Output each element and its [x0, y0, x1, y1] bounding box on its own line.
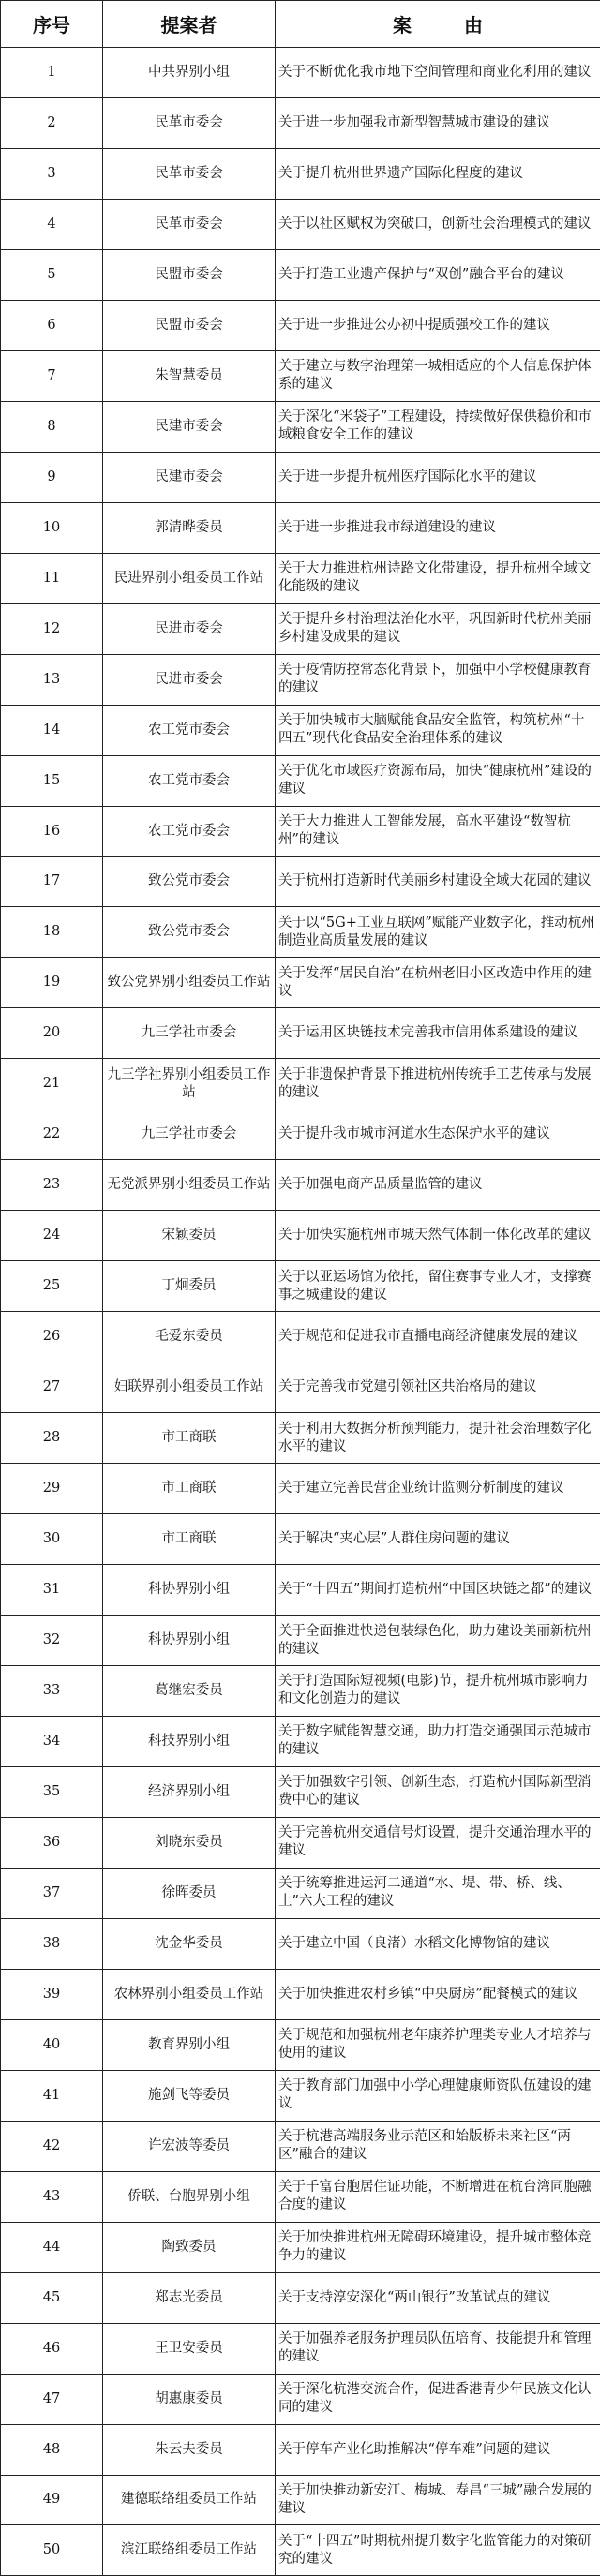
row-proposer: 葛继宏委员 [103, 1666, 276, 1717]
row-reason: 关于打造国际短视频(电影)节，提升杭州城市影响力和文化创造力的建议 [276, 1666, 600, 1717]
row-proposer: 民盟市委会 [103, 249, 276, 300]
table-row [1, 452, 600, 502]
row-number: 28 [1, 1413, 103, 1464]
row-number: 29 [1, 1464, 103, 1514]
table-row [1, 1464, 600, 1514]
table-row [1, 856, 600, 907]
table-row [1, 1059, 600, 1109]
row-proposer: 致公党界别小组委员工作站 [103, 958, 276, 1008]
table-row [1, 705, 600, 755]
header-proposer: 提案者 [103, 1, 276, 48]
row-number: 26 [1, 1312, 103, 1362]
row-proposer: 农工党市委会 [103, 806, 276, 856]
row-reason: 关于“十四五”期间打造杭州“中国区块链之都”的建议 [276, 1565, 600, 1616]
table-row [1, 907, 600, 958]
row-number: 47 [1, 2374, 103, 2424]
table-row [1, 1312, 600, 1362]
row-number: 49 [1, 2475, 103, 2525]
table-row [1, 2222, 600, 2272]
row-number: 18 [1, 907, 103, 958]
row-proposer: 致公党市委会 [103, 907, 276, 958]
row-reason: 关于进一步提升杭州医疗国际化水平的建议 [276, 452, 600, 502]
row-proposer: 民进市委会 [103, 654, 276, 705]
table-row [1, 1716, 600, 1766]
row-proposer: 科协界别小组 [103, 1616, 276, 1666]
row-reason: 关于打造工业遗产保护与“双创”融合平台的建议 [276, 249, 600, 300]
table-row [1, 1261, 600, 1312]
row-number: 14 [1, 705, 103, 755]
row-reason: 关于规范和加强杭州老年康养护理类专业人才培养与使用的建议 [276, 2019, 600, 2070]
row-proposer: 建德联络组委员工作站 [103, 2475, 276, 2525]
row-number: 1 [1, 48, 103, 98]
table-body [1, 48, 600, 2576]
row-number: 7 [1, 350, 103, 401]
row-number: 23 [1, 1160, 103, 1211]
row-number: 16 [1, 806, 103, 856]
table-row [1, 2525, 600, 2576]
row-proposer: 毛爱东委员 [103, 1312, 276, 1362]
table-row [1, 755, 600, 806]
row-number: 43 [1, 2171, 103, 2222]
row-reason: 关于发挥“居民自治”在杭州老旧小区改造中作用的建议 [276, 958, 600, 1008]
row-reason: 关于深化“米袋子”工程建设，持续做好保供稳价和市域粮食安全工作的建议 [276, 401, 600, 452]
row-number: 31 [1, 1565, 103, 1616]
row-proposer: 民盟市委会 [103, 300, 276, 350]
row-reason: 关于统筹推进运河二通道“水、堤、带、桥、线、土”六大工程的建议 [276, 1868, 600, 1918]
row-proposer: 民建市委会 [103, 401, 276, 452]
row-reason: 关于以社区赋权为突破口，创新社会治理模式的建议 [276, 199, 600, 249]
row-proposer: 经济界别小组 [103, 1766, 276, 1817]
row-proposer: 妇联界别小组委员工作站 [103, 1362, 276, 1413]
row-number: 15 [1, 755, 103, 806]
row-reason: 关于以“5G+工业互联网”赋能产业数字化，推动杭州制造业高质量发展的建议 [276, 907, 600, 958]
table-row [1, 2323, 600, 2374]
row-proposer: 郭清晔委员 [103, 502, 276, 553]
table-row [1, 48, 600, 98]
row-proposer: 丁炯委员 [103, 1261, 276, 1312]
row-reason: 关于规范和促进我市直播电商经济健康发展的建议 [276, 1312, 600, 1362]
row-number: 37 [1, 1868, 103, 1918]
table-row [1, 1969, 600, 2019]
header-row [1, 1, 600, 48]
row-number: 48 [1, 2424, 103, 2475]
row-reason: 关于加快推进农村乡镇“中央厨房”配餐模式的建议 [276, 1969, 600, 2019]
row-number: 46 [1, 2323, 103, 2374]
row-number: 20 [1, 1008, 103, 1059]
table-row [1, 502, 600, 553]
row-proposer: 宋颖委员 [103, 1211, 276, 1261]
row-proposer: 徐晖委员 [103, 1868, 276, 1918]
table-row [1, 2475, 600, 2525]
row-reason: 关于解决“夹心层”人群住房问题的建议 [276, 1514, 600, 1565]
row-reason: 关于以亚运场馆为依托，留住赛事专业人才，支撑赛事之城建设的建议 [276, 1261, 600, 1312]
table-row [1, 1109, 600, 1160]
row-number: 19 [1, 958, 103, 1008]
row-reason: 关于提升乡村治理法治化水平，巩固新时代杭州美丽乡村建设成果的建议 [276, 603, 600, 654]
row-reason: 关于深化杭港交流合作，促进香港青少年民族文化认同的建议 [276, 2374, 600, 2424]
row-number: 35 [1, 1766, 103, 1817]
row-reason: 关于加强数字引领、创新生态，打造杭州国际新型消费中心的建议 [276, 1766, 600, 1817]
table-row [1, 958, 600, 1008]
row-reason: 关于加快实施杭州市城天然气体制一体化改革的建议 [276, 1211, 600, 1261]
row-reason: 关于不断优化我市地下空间管理和商业化利用的建议 [276, 48, 600, 98]
row-number: 30 [1, 1514, 103, 1565]
row-proposer: 九三学社市委会 [103, 1008, 276, 1059]
row-proposer: 许宏波等委员 [103, 2121, 276, 2171]
row-number: 11 [1, 553, 103, 603]
row-reason: 关于提升我市城市河道水生态保护水平的建议 [276, 1109, 600, 1160]
row-number: 21 [1, 1059, 103, 1109]
row-proposer: 科技界别小组 [103, 1716, 276, 1766]
row-number: 10 [1, 502, 103, 553]
row-number: 34 [1, 1716, 103, 1766]
table-row [1, 1766, 600, 1817]
row-reason: 关于加快推进杭州无障碍环境建设，提升城市整体竞争力的建议 [276, 2222, 600, 2272]
row-number: 50 [1, 2525, 103, 2576]
table-row [1, 1211, 600, 1261]
table-row [1, 1008, 600, 1059]
row-proposer: 农工党市委会 [103, 705, 276, 755]
row-number: 45 [1, 2272, 103, 2323]
table-row [1, 1817, 600, 1868]
row-proposer: 沈金华委员 [103, 1918, 276, 1969]
row-proposer: 朱智慧委员 [103, 350, 276, 401]
row-number: 12 [1, 603, 103, 654]
table-row [1, 553, 600, 603]
table-row [1, 603, 600, 654]
row-proposer: 致公党市委会 [103, 856, 276, 907]
row-number: 3 [1, 148, 103, 199]
row-reason: 关于“十四五”时期杭州提升数字化监管能力的对策研究的建议 [276, 2525, 600, 2576]
row-reason: 关于停车产业化助推解决“停车难”问题的建议 [276, 2424, 600, 2475]
row-proposer: 科协界别小组 [103, 1565, 276, 1616]
row-number: 9 [1, 452, 103, 502]
table-row [1, 2374, 600, 2424]
table-row [1, 1413, 600, 1464]
row-number: 36 [1, 1817, 103, 1868]
row-proposer: 胡惠康委员 [103, 2374, 276, 2424]
table-row [1, 300, 600, 350]
row-proposer: 朱云夫委员 [103, 2424, 276, 2475]
row-number: 25 [1, 1261, 103, 1312]
table-row [1, 2121, 600, 2171]
table-row [1, 654, 600, 705]
row-proposer: 施剑飞等委员 [103, 2070, 276, 2121]
row-proposer: 九三学社界别小组委员工作站 [103, 1059, 276, 1109]
row-reason: 关于加强养老服务护理员队伍培育、技能提升和管理的建议 [276, 2323, 600, 2374]
row-number: 6 [1, 300, 103, 350]
row-number: 33 [1, 1666, 103, 1717]
table-row [1, 2070, 600, 2121]
row-number: 2 [1, 97, 103, 148]
row-proposer: 市工商联 [103, 1464, 276, 1514]
row-proposer: 侨联、台胞界别小组 [103, 2171, 276, 2222]
table-row [1, 401, 600, 452]
row-number: 32 [1, 1616, 103, 1666]
row-reason: 关于疫情防控常态化背景下，加强中小学校健康教育的建议 [276, 654, 600, 705]
row-reason: 关于加强电商产品质量监管的建议 [276, 1160, 600, 1211]
row-number: 22 [1, 1109, 103, 1160]
row-proposer: 民革市委会 [103, 199, 276, 249]
row-proposer: 民进界别小组委员工作站 [103, 553, 276, 603]
row-reason: 关于大力推进人工智能发展，高水平建设“数智杭州”的建议 [276, 806, 600, 856]
row-number: 44 [1, 2222, 103, 2272]
table-row [1, 1666, 600, 1717]
row-number: 24 [1, 1211, 103, 1261]
row-reason: 关于大力推进杭州诗路文化带建设，提升杭州全域文化能级的建议 [276, 553, 600, 603]
row-proposer: 中共界别小组 [103, 48, 276, 98]
row-reason: 关于非遗保护背景下推进杭州传统手工艺传承与发展的建议 [276, 1059, 600, 1109]
row-reason: 关于进一步推进我市绿道建设的建议 [276, 502, 600, 553]
row-proposer: 民革市委会 [103, 148, 276, 199]
row-reason: 关于加快推动新安江、梅城、寿昌“三城”融合发展的建议 [276, 2475, 600, 2525]
row-reason: 关于利用大数据分析预判能力，提升社会治理数字化水平的建议 [276, 1413, 600, 1464]
row-reason: 关于教育部门加强中小学心理健康师资队伍建设的建议 [276, 2070, 600, 2121]
row-reason: 关于优化市域医疗资源布局，加快“健康杭州”建设的建议 [276, 755, 600, 806]
table-row [1, 2171, 600, 2222]
table-row [1, 1616, 600, 1666]
row-proposer: 陶致委员 [103, 2222, 276, 2272]
row-proposer: 刘晓东委员 [103, 1817, 276, 1868]
row-number: 8 [1, 401, 103, 452]
row-reason: 关于千富台胞居住证功能，不断增进在杭台湾同胞融合度的建议 [276, 2171, 600, 2222]
row-reason: 关于全面推进快递包装绿色化，助力建设美丽新杭州的建议 [276, 1616, 600, 1666]
row-number: 4 [1, 199, 103, 249]
row-proposer: 民革市委会 [103, 97, 276, 148]
row-reason: 关于支持淳安深化“两山银行”改革试点的建议 [276, 2272, 600, 2323]
row-number: 5 [1, 249, 103, 300]
table-row [1, 1362, 600, 1413]
row-number: 42 [1, 2121, 103, 2171]
row-reason: 关于加快城市大脑赋能食品安全监管，构筑杭州“十四五”现代化食品安全治理体系的建议 [276, 705, 600, 755]
row-proposer: 九三学社市委会 [103, 1109, 276, 1160]
row-number: 39 [1, 1969, 103, 2019]
table-row [1, 1514, 600, 1565]
row-number: 38 [1, 1918, 103, 1969]
table-row [1, 1565, 600, 1616]
row-reason: 关于建立与数字治理第一城相适应的个人信息保护体系的建议 [276, 350, 600, 401]
row-reason: 关于运用区块链技术完善我市信用体系建设的建议 [276, 1008, 600, 1059]
row-reason: 关于数字赋能智慧交通，助力打造交通强国示范城市的建议 [276, 1716, 600, 1766]
row-proposer: 市工商联 [103, 1413, 276, 1464]
row-proposer: 教育界别小组 [103, 2019, 276, 2070]
row-proposer: 滨江联络组委员工作站 [103, 2525, 276, 2576]
row-reason: 关于杭州打造新时代美丽乡村建设全域大花园的建议 [276, 856, 600, 907]
header-reason: 案由 [276, 1, 600, 48]
row-reason: 关于完善杭州交通信号灯设置，提升交通治理水平的建议 [276, 1817, 600, 1868]
row-proposer: 农工党市委会 [103, 755, 276, 806]
row-proposer: 民建市委会 [103, 452, 276, 502]
table-row [1, 97, 600, 148]
table-row [1, 1160, 600, 1211]
table-row [1, 148, 600, 199]
row-reason: 关于杭港高端服务业示范区和始版桥未来社区“两区”融合的建议 [276, 2121, 600, 2171]
row-reason: 关于进一步加强我市新型智慧城市建设的建议 [276, 97, 600, 148]
row-number: 41 [1, 2070, 103, 2121]
table-row [1, 199, 600, 249]
row-proposer: 王卫安委员 [103, 2323, 276, 2374]
header-number: 序号 [1, 1, 103, 48]
row-reason: 关于建立中国（良渚）水稻文化博物馆的建议 [276, 1918, 600, 1969]
row-proposer: 农林界别小组委员工作站 [103, 1969, 276, 2019]
row-reason: 关于建立完善民营企业统计监测分析制度的建议 [276, 1464, 600, 1514]
row-proposer: 郑志光委员 [103, 2272, 276, 2323]
table-row [1, 2424, 600, 2475]
row-number: 27 [1, 1362, 103, 1413]
table-row [1, 2019, 600, 2070]
row-number: 40 [1, 2019, 103, 2070]
row-proposer: 市工商联 [103, 1514, 276, 1565]
table-row [1, 249, 600, 300]
row-reason: 关于完善我市党建引领社区共治格局的建议 [276, 1362, 600, 1413]
table-row [1, 350, 600, 401]
row-number: 13 [1, 654, 103, 705]
row-proposer: 无党派界别小组委员工作站 [103, 1160, 276, 1211]
table-row [1, 2272, 600, 2323]
row-proposer: 民进市委会 [103, 603, 276, 654]
table-row [1, 1918, 600, 1969]
table-row [1, 1868, 600, 1918]
row-reason: 关于进一步推进公办初中提质强校工作的建议 [276, 300, 600, 350]
row-reason: 关于提升杭州世界遗产国际化程度的建议 [276, 148, 600, 199]
table-row [1, 806, 600, 856]
row-number: 17 [1, 856, 103, 907]
